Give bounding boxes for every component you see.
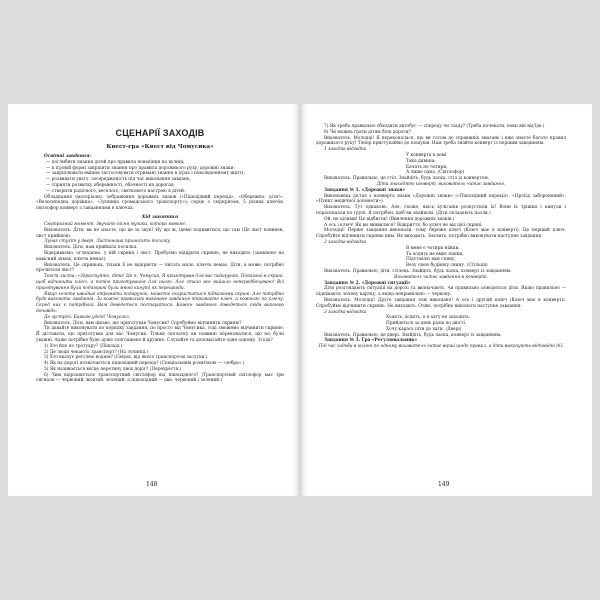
paragraph: Діти розглядають ситуації на дорозі та визначають, чи правильно поводяться діти. Якщо правильно — піднімають зелену картку, а якщо неправильно — червону. xyxy=(316,286,566,298)
course-heading: Хід заняття xyxy=(141,214,179,220)
letter-paragraph: До зустрічі. Бажаю удачі! Чомусик». xyxy=(44,314,131,320)
section-title: Квест-гра «Квест від Чомусика» xyxy=(106,144,214,150)
task-title: Завдання № 2. «Дорожні ситуації» xyxy=(324,280,411,286)
poem-line: Прийдеться за день разів по двісті, xyxy=(386,321,467,327)
poem-line: Хочу карась піти до хати. (Двері) xyxy=(386,326,462,332)
letter-paragraph: Текст листа: «Здрастуйте, діти! Це я, Чомусик. Я приготував для вас подарунок. Показано в скрині, щоб відчинити ключ, а потім приготування для нього. Але стало все вийшло непередбачувано! Всі приготування були потіюрані були мною кинуті як перешкоди. xyxy=(36,274,284,291)
task-title: Завдання № 1. «Дорожні знаки» xyxy=(324,187,406,193)
paragraph: Вихователь. Правильно, це двері. Знайдіть, будь ласка, конверт із завданням. xyxy=(324,332,502,338)
paragraph: Вихователь. Тут однаково. Але, схоже, якісь хуліганів розпустили їх! Вони їх трішки і кинули і пораскидали по групі. Я потрібен, щоб ви знайшли. (Діти складають пазли.) xyxy=(316,205,566,216)
paragraph: Вихователь. Це скринька, тільки її не відкриєти — писать мало, ключа немає. Діти, а може, потрібно прочитати лист? xyxy=(36,262,284,274)
poem-line: В мене є чотири ніжки, xyxy=(406,245,460,251)
paragraph: Вихователь. Діти, ви не знаєте, що це за звук? Ну що ж, ідемо подивитися, що там (Це лист повинен, лист прийшов). xyxy=(36,227,284,239)
right-page xyxy=(300,104,592,496)
paragraph: Вихователь. Молодці! Друге завдання теж виконано! А ось і другий ключ (Ключ має в конверті). Спробуймо відчинити скриню. Не виходить. Отже, потрібно виконати наступне завдання. xyxy=(316,297,566,309)
poem-line: У конверта в домі xyxy=(406,152,447,158)
letter-paragraph: Якщо хочете швидше отримати подарунок, можете скористатися підказками скрині. Але потрібно буде виконати завдання. За кожне правильно виконане завдання отримаєте ключ, а кожного по ключу. Серед них є потрібний. Вам доведеться постаратися. Кожен завдання доведеться сюди виконаю доповідь. xyxy=(36,291,284,314)
paragraph: Молодці! Перше завдання виконали, тому береже ключ (Ключ має в конверті). Це перший ключ. Спробуйте відчинити скриню ним. Не виходить. Значить, потрібно виконувати наступне завдання. xyxy=(316,228,566,240)
riddle-heading: 3 загадка-відгадка xyxy=(324,309,367,315)
paragraph: Ти давайте виконувати по порядку завдання, по просто від Чомусика, тоді зможемо відчинити скриню. Й діставати, що приготував для вас Чомусик. Тільки спочатку ви повинні переконатися, що всі були уважні. Адже потрібно буде дуже злагоджено й дружно. Слухайте та допомагайте одне одному. Згода? xyxy=(36,326,284,343)
poem-line: Ходить, ходить, а я хату не заходить. xyxy=(386,315,471,321)
riddle-heading: 2 загадка-відгадка xyxy=(324,239,367,245)
paragraph: Відкриваємо, оглядаємо, у ній скриня і лист. Пробуємо відкрити скриню, не виходить (замкнено на навісний замок, ключа немає). xyxy=(36,250,284,262)
poem-line: А лише одна. (Світлофор) xyxy=(406,170,465,176)
goal-item: — закріплювати вміння застосовувати отримані знання в іграх і повсякденному житті; xyxy=(46,171,245,177)
question-item: 5) Як називається місце перетину двох доріг? (Перехрестя.) xyxy=(44,366,182,372)
question-item: 6) Чим відрізняється транспортний світлофор від пішохідного? (Транспортний світлофор має три сигнали — червоний, жовтий, зелений, а пішохідний — два: червоний і зелений.) xyxy=(36,372,284,384)
page-title: СЦЕНАРІЇ ЗАХОДІВ xyxy=(115,128,205,138)
page-number: 149 xyxy=(438,481,450,488)
paragraph: Під час ходьби в колоні по одному вихователь читає вірші щодо правил, а діти виконують відповідні дії. xyxy=(318,344,564,350)
paragraph: А ось і ключ! Як ви виявилися? Відкриття, бо ключ не від цієї скрині. xyxy=(324,222,483,228)
task-title: Завдання № 3. Гра «Регулювальник» xyxy=(324,338,418,344)
paragraph: Сюрпризний момент. Звучить пісня музики, котора мовкне. xyxy=(44,221,187,227)
poem-line: Підставлю вам спину, xyxy=(406,257,456,263)
paragraph: Вихователь. Правильно, це стіл. Знайдіть, будь ласка, стіл із конвертом. xyxy=(324,176,490,182)
paragraph: Лунає стукіт у двері. Листоноша приносить посилку. xyxy=(44,239,172,245)
paragraph: Вихователь. Молодці! Я переконалася, що ви готові до справжніх змагань і вже знаєте багато правил дорожнього руху! Тепер приступаймо до пошуків. Нам треба знайти конверт із першим завданням. xyxy=(316,135,566,147)
book-spread xyxy=(8,104,592,496)
page-number: 148 xyxy=(146,481,158,488)
poem-line: Така дивина: xyxy=(406,158,436,164)
question-item: 3) Хто вказує регулює водієм? (Свідок, від якого транспортом заслухи.) xyxy=(44,355,208,361)
goal-item: — в ігровій формі закріпити знання про правила дорожнього руху, дорожні знаки; xyxy=(46,165,235,171)
question-item: 2) Де люди чекають транспорт? (На зупинці.) xyxy=(44,349,149,355)
materials-paragraph: Обладнання (матеріали): зображення дорожніх знаків («Пішохідний перехід», «Обережно, діти!», «Велосипедна доріжка», «Зупинка громадського транспорту»); серце з сюрпризом, 5 різних ключів, світлофор конверт з завданнями в ключах. xyxy=(36,194,284,212)
paragraph: Виконавець дістає з конверта знаки «Дорожні знаки» («Пішохідний перехід», «Проїзд заборонений», «Пункт медичної допомоги»). xyxy=(316,193,566,205)
question-item: 8) Чи можна грати дітям біля дороги? xyxy=(324,129,411,135)
poem-line: Везу свою будинку снину. (Стільця) xyxy=(406,263,488,269)
goal-item: — створити радісного, веселого, святкового настрою в дітей. xyxy=(46,188,186,194)
riddle-heading: 1 загадка-відгадка xyxy=(324,147,367,153)
poem-line: Та ходить не вмію пішки, xyxy=(406,251,464,257)
paragraph: Вихователь. Діти, вам цікаво, що приготував Чомусик? Спробуймо відчинити скриню? xyxy=(44,320,242,326)
goal-item: — поглибити знання дітей про правила поведінки на вулиці; xyxy=(46,159,185,165)
paragraph: Вихователь. Діти, нам прийшла посилка. xyxy=(44,245,138,251)
question-item: 1) Хто йде по тротуару? (Пішохід.) xyxy=(44,343,123,349)
goal-item: — розвивати увагу, зосередженість під час виконання завдань; xyxy=(46,177,191,183)
paragraph: Ой, не цілими! Це відбиток! (Вивчення дорожніх знаків.) xyxy=(324,216,455,222)
poem-line: Бачать не чотири, xyxy=(406,164,448,170)
goals-heading: Освітні завдання: xyxy=(44,154,92,159)
question-item: 4) Як на дорогі позначається пішохідний перехід? (Спеціальним розміткою — «зебрa».) xyxy=(44,361,245,367)
paragraph: Вихователь читає завдання в конверті. xyxy=(394,274,488,280)
left-page xyxy=(8,104,300,496)
question-item: 7) Як треба правильно обходити автобус — спереду чи ззаду? (Треба почекати, поки він від'їде.) xyxy=(324,124,545,129)
goal-item: — сприяти розвитку обережності, обачності на дорогах; xyxy=(46,182,175,188)
paragraph: Діти знаходять конверт, вихователь читає завдання. xyxy=(376,181,506,187)
paragraph: Вихователь. Правильно, діти, стілець. Знайдіть, будь ласка, конверт із завданням. xyxy=(324,268,512,274)
